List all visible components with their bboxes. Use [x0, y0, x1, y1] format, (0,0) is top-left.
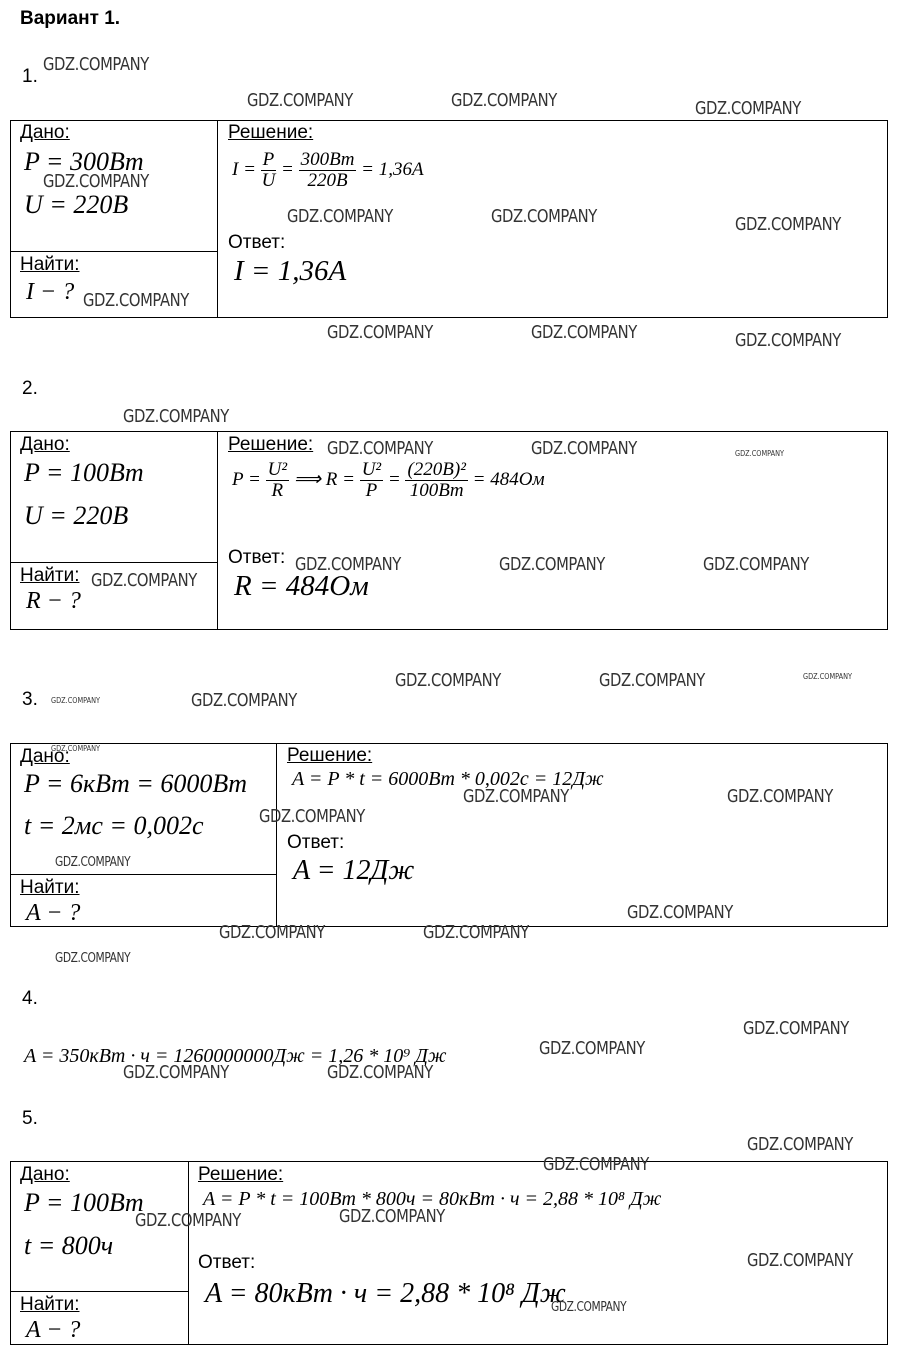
- problem-2-given-voltage: U = 220B: [24, 501, 129, 530]
- problem-3-find-label: Найти:: [20, 877, 80, 898]
- watermark: GDZ.COMPANY: [395, 670, 501, 691]
- problem-1-given-voltage: U = 220B: [24, 190, 129, 219]
- watermark: GDZ.COMPANY: [531, 322, 637, 343]
- watermark: GDZ.COMPANY: [491, 206, 597, 227]
- watermark: GDZ.COMPANY: [83, 290, 189, 311]
- watermark: GDZ.COMPANY: [463, 786, 569, 807]
- watermark: GDZ.COMPANY: [531, 438, 637, 459]
- watermark: GDZ.COMPANY: [43, 54, 149, 75]
- problem-5-answer: A = 80кBm · ч = 2,88 * 10⁸ Дж: [205, 1278, 566, 1309]
- problem-1-answer-label: Ответ:: [228, 232, 286, 253]
- problem-5-solution-formula: A = P * t = 100Bm * 800ч = 80кBm · ч = 2,88 * 10⁸ Дж: [203, 1188, 662, 1210]
- problem-5-given-power: P = 100Bm: [24, 1188, 144, 1217]
- problem-5-given-label: Дано:: [20, 1164, 70, 1185]
- watermark: GDZ.COMPANY: [327, 438, 433, 459]
- watermark: GDZ.COMPANY: [727, 786, 833, 807]
- problem-5-divider: [188, 1161, 189, 1345]
- problem-2-find-value: R − ?: [26, 588, 81, 614]
- watermark: GDZ.COMPANY: [287, 206, 393, 227]
- p2-part4: = 484Ом: [472, 468, 545, 490]
- p1-lhs: I =: [232, 158, 256, 180]
- p2-part1: P =: [232, 468, 261, 490]
- watermark: GDZ.COMPANY: [627, 902, 733, 923]
- problem-2-given-label: Дано:: [20, 434, 70, 455]
- problem-1-find-label: Найти:: [20, 254, 80, 275]
- watermark: GDZ.COMPANY: [703, 554, 809, 575]
- problem-1-answer: I = 1,36A: [234, 255, 347, 287]
- p2-part3: =: [387, 468, 401, 490]
- watermark: GDZ.COMPANY: [747, 1250, 853, 1271]
- problem-5-find-value: A − ?: [26, 1317, 81, 1343]
- p1-rhs: = 1,36A: [361, 158, 424, 180]
- p1-frac2-den: 220B: [307, 169, 348, 191]
- problem-3-given-label: Дано:: [20, 746, 70, 767]
- problem-2-find-label: Найти:: [20, 565, 80, 586]
- page-title: Вариант 1.: [20, 8, 121, 29]
- problem-5-solution-label: Решение:: [198, 1164, 284, 1185]
- problem-3-number: 3.: [22, 689, 38, 710]
- watermark: GDZ.COMPANY: [191, 690, 297, 711]
- problem-2-given-power: P = 100Bm: [24, 458, 144, 487]
- p2-frac2-num: U²: [361, 459, 382, 480]
- problem-3-given-separator: [10, 874, 276, 875]
- watermark: GDZ.COMPANY: [55, 855, 131, 870]
- p2-frac1-den: R: [271, 479, 284, 501]
- problem-2-answer: R = 484Ом: [234, 570, 369, 602]
- watermark: GDZ.COMPANY: [599, 670, 705, 691]
- watermark: GDZ.COMPANY: [543, 1154, 649, 1175]
- p1-frac1-den: U: [261, 169, 276, 191]
- problem-2-answer-label: Ответ:: [228, 547, 286, 568]
- p1-frac2-num: 300Bm: [300, 149, 355, 170]
- watermark: GDZ.COMPANY: [51, 744, 101, 753]
- p1-frac1-num: P: [262, 149, 275, 170]
- problem-1-given-separator: [10, 251, 217, 252]
- problem-3-answer: A = 12Дж: [293, 855, 415, 886]
- problem-2-given-separator: [10, 562, 217, 563]
- watermark: GDZ.COMPANY: [803, 672, 853, 681]
- p2-part2: ⟹ R =: [293, 468, 355, 490]
- watermark: GDZ.COMPANY: [295, 554, 401, 575]
- watermark: GDZ.COMPANY: [499, 554, 605, 575]
- problem-2-solution-formula: [232, 460, 545, 501]
- watermark: GDZ.COMPANY: [123, 406, 229, 427]
- problem-5-number: 5.: [22, 1108, 38, 1129]
- problem-2-solution-label: Решение:: [228, 434, 314, 455]
- watermark: GDZ.COMPANY: [339, 1206, 445, 1227]
- problem-3-solution-label: Решение:: [287, 745, 373, 766]
- p1-eq: =: [281, 158, 294, 180]
- watermark: GDZ.COMPANY: [539, 1038, 645, 1059]
- problem-1-find-value: I − ?: [26, 279, 75, 305]
- watermark: GDZ.COMPANY: [55, 951, 131, 966]
- watermark: GDZ.COMPANY: [51, 696, 101, 705]
- problem-4-solution: A = 350кBm · ч = 1260000000Дж = 1,26 * 10⁹ Дж: [24, 1045, 447, 1067]
- problem-5-given-time: t = 800ч: [24, 1231, 114, 1260]
- p2-frac3-num: (220B)²: [407, 459, 466, 480]
- problem-3-find-value: A − ?: [26, 900, 81, 926]
- problem-4-number: 4.: [22, 988, 38, 1009]
- watermark: GDZ.COMPANY: [123, 1062, 229, 1083]
- problem-3-answer-label: Ответ:: [287, 832, 345, 853]
- watermark: GDZ.COMPANY: [551, 1300, 627, 1315]
- p2-frac2-den: P: [365, 479, 378, 501]
- problem-5-given-separator: [10, 1291, 188, 1292]
- problem-1-solution-label: Решение:: [228, 122, 314, 143]
- problem-1-given-power: P = 300Bm: [24, 147, 144, 176]
- watermark: GDZ.COMPANY: [735, 449, 785, 458]
- watermark: GDZ.COMPANY: [735, 214, 841, 235]
- watermark: GDZ.COMPANY: [247, 90, 353, 111]
- watermark: GDZ.COMPANY: [695, 98, 801, 119]
- watermark: GDZ.COMPANY: [327, 1062, 433, 1083]
- problem-3-divider: [276, 743, 277, 927]
- problem-1-solution-formula: [232, 150, 424, 191]
- problem-1-given-label: Дано:: [20, 122, 70, 143]
- problem-2-divider: [217, 431, 218, 630]
- problem-3-solution-formula: A = P * t = 6000Bm * 0,002c = 12Дж: [292, 768, 604, 790]
- watermark: GDZ.COMPANY: [747, 1134, 853, 1155]
- problem-5-find-label: Найти:: [20, 1294, 80, 1315]
- watermark: GDZ.COMPANY: [451, 90, 557, 111]
- problem-1-divider: [217, 120, 218, 318]
- watermark: GDZ.COMPANY: [91, 570, 197, 591]
- problem-3-given-power: P = 6кBm = 6000Bm: [24, 769, 247, 798]
- problem-2-number: 2.: [22, 378, 38, 399]
- watermark: GDZ.COMPANY: [43, 171, 149, 192]
- watermark: GDZ.COMPANY: [219, 922, 325, 943]
- problem-5-answer-label: Ответ:: [198, 1252, 256, 1273]
- p2-frac3-den: 100Bm: [409, 479, 464, 501]
- problem-3-given-time: t = 2мс = 0,002с: [24, 811, 204, 840]
- watermark: GDZ.COMPANY: [259, 806, 365, 827]
- watermark: GDZ.COMPANY: [135, 1210, 241, 1231]
- watermark: GDZ.COMPANY: [423, 922, 529, 943]
- watermark: GDZ.COMPANY: [327, 322, 433, 343]
- watermark: GDZ.COMPANY: [743, 1018, 849, 1039]
- watermark: GDZ.COMPANY: [735, 330, 841, 351]
- p2-frac1-num: U²: [267, 459, 288, 480]
- problem-1-number: 1.: [22, 66, 38, 87]
